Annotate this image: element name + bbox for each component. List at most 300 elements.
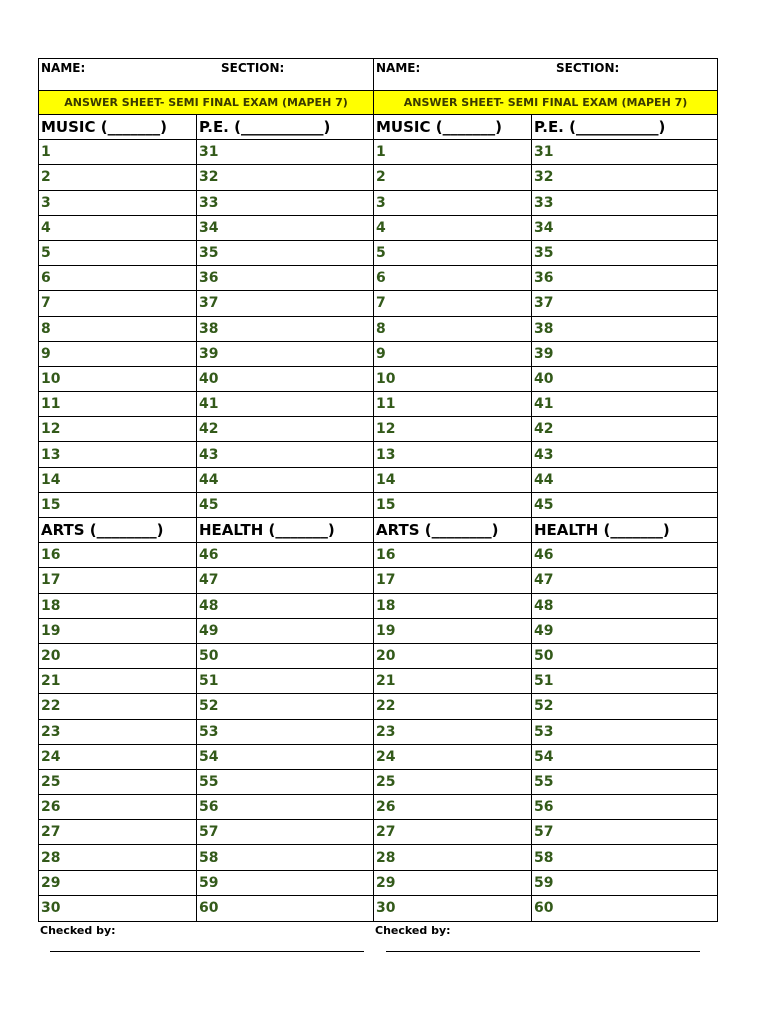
answer-row (39, 543, 373, 568)
answer-cell[interactable] (197, 367, 373, 391)
answer-cell[interactable] (197, 770, 373, 794)
answer-cell[interactable] (39, 694, 197, 718)
answer-cell[interactable] (197, 392, 373, 416)
item-number: 9 (41, 345, 51, 362)
item-number: 24 (376, 748, 396, 765)
student-info-row (39, 59, 373, 91)
answer-row (374, 795, 717, 820)
answer-cell[interactable] (532, 442, 717, 466)
answer-cell[interactable] (197, 820, 373, 844)
checked-by-label-left: Checked by: (40, 924, 116, 937)
answer-cell[interactable] (532, 140, 717, 164)
item-number: 38 (199, 320, 219, 337)
answer-cell[interactable] (39, 216, 197, 240)
item-number: 41 (199, 396, 219, 413)
answer-cell[interactable] (39, 342, 197, 366)
item-number: 8 (376, 320, 386, 337)
answer-cell[interactable] (374, 266, 532, 290)
item-number: 28 (41, 849, 61, 866)
item-number: 49 (534, 622, 554, 639)
answer-cell[interactable] (374, 392, 532, 416)
answer-cell[interactable] (39, 568, 197, 592)
answer-cell[interactable] (39, 594, 197, 618)
student-info-row (374, 59, 717, 91)
item-number: 12 (41, 421, 61, 438)
answer-cell[interactable] (197, 165, 373, 189)
answer-cell[interactable] (374, 291, 532, 315)
answer-cell[interactable] (532, 619, 717, 643)
item-number: 5 (376, 245, 386, 262)
answer-cell[interactable] (39, 191, 197, 215)
subject-label-music: MUSIC (_______) (41, 118, 167, 137)
answer-row (39, 367, 373, 392)
answer-cell[interactable] (532, 644, 717, 668)
item-number: 51 (534, 673, 554, 690)
answer-cell[interactable] (39, 266, 197, 290)
answer-cell[interactable] (532, 845, 717, 869)
answer-row (39, 795, 373, 820)
answer-cell[interactable] (197, 568, 373, 592)
item-number: 44 (534, 471, 554, 488)
item-number: 34 (534, 219, 554, 236)
answer-row (374, 342, 717, 367)
answer-row (374, 317, 717, 342)
item-number: 41 (534, 396, 554, 413)
item-number: 12 (376, 421, 396, 438)
answer-row (374, 165, 717, 190)
answer-row (39, 392, 373, 417)
item-number: 25 (41, 773, 61, 790)
item-number: 29 (376, 874, 396, 891)
item-number: 51 (199, 673, 219, 690)
answer-sheet (38, 58, 718, 922)
answer-cell[interactable] (532, 493, 717, 517)
answer-cell[interactable] (374, 367, 532, 391)
answer-row (374, 770, 717, 795)
answer-cell[interactable] (532, 191, 717, 215)
item-number: 11 (41, 396, 61, 413)
answer-row (39, 317, 373, 342)
answer-cell[interactable] (532, 417, 717, 441)
answer-cell[interactable] (197, 266, 373, 290)
answer-cell[interactable] (39, 644, 197, 668)
answer-cell[interactable] (374, 720, 532, 744)
answer-cell[interactable] (374, 216, 532, 240)
answer-cell[interactable] (532, 594, 717, 618)
answer-row (374, 367, 717, 392)
answer-cell[interactable] (532, 543, 717, 567)
answer-cell[interactable] (197, 241, 373, 265)
item-number: 36 (199, 270, 219, 287)
item-number: 13 (41, 446, 61, 463)
answer-cell[interactable] (374, 644, 532, 668)
answer-cell[interactable] (374, 342, 532, 366)
answer-cell[interactable] (532, 291, 717, 315)
item-number: 4 (41, 219, 51, 236)
answer-cell[interactable] (374, 417, 532, 441)
subject-label-music: MUSIC (_______) (376, 118, 502, 137)
answer-cell[interactable] (374, 543, 532, 567)
item-number: 55 (534, 773, 554, 790)
item-number: 1 (376, 144, 386, 161)
answer-cell[interactable] (39, 619, 197, 643)
sheet-title: ANSWER SHEET- SEMI FINAL EXAM (MAPEH 7) (374, 91, 717, 115)
answer-cell[interactable] (532, 266, 717, 290)
answer-cell[interactable] (197, 342, 373, 366)
answer-row (39, 342, 373, 367)
answer-row (374, 266, 717, 291)
item-number: 4 (376, 219, 386, 236)
answer-row (39, 820, 373, 845)
item-number: 46 (534, 547, 554, 564)
answer-cell[interactable] (197, 317, 373, 341)
item-number: 46 (199, 547, 219, 564)
section-label: SECTION: (556, 61, 620, 75)
item-number: 59 (534, 874, 554, 891)
answer-sheet-left (39, 59, 374, 921)
answer-cell[interactable] (532, 694, 717, 718)
item-number: 23 (376, 723, 396, 740)
answer-cell[interactable] (532, 342, 717, 366)
item-number: 54 (199, 748, 219, 765)
item-number: 36 (534, 270, 554, 287)
answer-cell[interactable] (197, 468, 373, 492)
answer-row (39, 644, 373, 669)
item-number: 10 (41, 370, 61, 387)
answer-row (39, 896, 373, 921)
answer-row (374, 442, 717, 467)
answer-cell[interactable] (39, 442, 197, 466)
item-number: 5 (41, 245, 51, 262)
answer-cell[interactable] (197, 745, 373, 769)
item-number: 9 (376, 345, 386, 362)
item-number: 31 (534, 144, 554, 161)
item-number: 50 (534, 648, 554, 665)
answer-cell[interactable] (374, 191, 532, 215)
answer-cell[interactable] (39, 795, 197, 819)
item-number: 50 (199, 648, 219, 665)
item-number: 22 (41, 698, 61, 715)
item-number: 57 (199, 824, 219, 841)
answer-sheet-right (374, 59, 717, 921)
answer-cell[interactable] (532, 165, 717, 189)
item-number: 11 (376, 396, 396, 413)
answer-cell[interactable] (374, 669, 532, 693)
answer-row (39, 720, 373, 745)
item-number: 16 (376, 547, 396, 564)
answer-row (39, 594, 373, 619)
item-number: 3 (41, 194, 51, 211)
item-number: 37 (199, 295, 219, 312)
item-number: 33 (534, 194, 554, 211)
answer-row (39, 568, 373, 593)
answer-row (374, 241, 717, 266)
checked-by-label-right: Checked by: (375, 924, 451, 937)
answer-cell[interactable] (374, 820, 532, 844)
item-number: 3 (376, 194, 386, 211)
answer-cell[interactable] (197, 720, 373, 744)
answer-row (374, 669, 717, 694)
item-number: 26 (41, 799, 61, 816)
answer-cell[interactable] (532, 720, 717, 744)
item-number: 53 (534, 723, 554, 740)
item-number: 20 (41, 648, 61, 665)
item-number: 6 (41, 270, 51, 287)
item-number: 24 (41, 748, 61, 765)
item-number: 60 (534, 900, 554, 917)
item-number: 21 (41, 673, 61, 690)
item-number: 48 (534, 597, 554, 614)
item-number: 23 (41, 723, 61, 740)
answer-cell[interactable] (374, 896, 532, 921)
answer-cell[interactable] (532, 770, 717, 794)
item-number: 56 (534, 799, 554, 816)
answer-cell[interactable] (39, 417, 197, 441)
answer-row (374, 140, 717, 165)
item-number: 10 (376, 370, 396, 387)
answer-cell[interactable] (197, 644, 373, 668)
answer-cell[interactable] (374, 241, 532, 265)
name-label: NAME: (41, 61, 86, 75)
answer-cell[interactable] (532, 795, 717, 819)
answer-row (374, 543, 717, 568)
answer-cell[interactable] (532, 896, 717, 921)
answer-cell[interactable] (197, 619, 373, 643)
answer-cell[interactable] (197, 669, 373, 693)
answer-cell[interactable] (374, 493, 532, 517)
item-number: 52 (199, 698, 219, 715)
item-number: 55 (199, 773, 219, 790)
answer-cell[interactable] (197, 795, 373, 819)
subject-header-row (39, 115, 373, 140)
answer-row (39, 442, 373, 467)
answer-cell[interactable] (374, 694, 532, 718)
answer-cell[interactable] (39, 770, 197, 794)
subject-label-pe: P.E. (___________) (534, 118, 666, 137)
answer-row (374, 392, 717, 417)
answer-row (39, 493, 373, 518)
item-number: 29 (41, 874, 61, 891)
answer-cell[interactable] (374, 594, 532, 618)
answer-cell[interactable] (374, 165, 532, 189)
item-number: 22 (376, 698, 396, 715)
answer-cell[interactable] (532, 367, 717, 391)
item-number: 15 (376, 496, 396, 513)
answer-cell[interactable] (532, 820, 717, 844)
answer-row (39, 745, 373, 770)
item-number: 39 (199, 345, 219, 362)
item-number: 19 (376, 622, 396, 639)
item-number: 38 (534, 320, 554, 337)
item-number: 2 (376, 169, 386, 186)
item-number: 18 (376, 597, 396, 614)
item-number: 43 (534, 446, 554, 463)
item-number: 21 (376, 673, 396, 690)
item-number: 35 (534, 245, 554, 262)
item-number: 2 (41, 169, 51, 186)
answer-row (374, 191, 717, 216)
subject-label-health: HEALTH (_______) (199, 521, 335, 540)
answer-cell[interactable] (39, 871, 197, 895)
item-number: 39 (534, 345, 554, 362)
answer-cell[interactable] (39, 669, 197, 693)
answer-cell[interactable] (39, 140, 197, 164)
item-number: 44 (199, 471, 219, 488)
answer-cell[interactable] (532, 317, 717, 341)
item-number: 30 (41, 900, 61, 917)
item-number: 43 (199, 446, 219, 463)
answer-cell[interactable] (39, 820, 197, 844)
item-number: 60 (199, 900, 219, 917)
answer-row (374, 845, 717, 870)
answer-row (39, 845, 373, 870)
answer-cell[interactable] (39, 745, 197, 769)
item-number: 27 (41, 824, 61, 841)
item-number: 1 (41, 144, 51, 161)
answer-row (374, 493, 717, 518)
item-number: 15 (41, 496, 61, 513)
answer-row (374, 468, 717, 493)
answer-row (374, 745, 717, 770)
subject-label-arts: ARTS (________) (376, 521, 499, 540)
item-number: 32 (199, 169, 219, 186)
item-number: 56 (199, 799, 219, 816)
item-number: 7 (376, 295, 386, 312)
answer-cell[interactable] (532, 669, 717, 693)
item-number: 52 (534, 698, 554, 715)
answer-row (374, 644, 717, 669)
answer-row (39, 191, 373, 216)
answer-cell[interactable] (374, 468, 532, 492)
answer-cell[interactable] (532, 392, 717, 416)
answer-cell[interactable] (197, 845, 373, 869)
answer-cell[interactable] (374, 442, 532, 466)
subject-header-row (39, 518, 373, 543)
answer-row (374, 594, 717, 619)
answer-cell[interactable] (39, 845, 197, 869)
item-number: 48 (199, 597, 219, 614)
item-number: 13 (376, 446, 396, 463)
answer-cell[interactable] (374, 745, 532, 769)
answer-cell[interactable] (197, 594, 373, 618)
answer-cell[interactable] (39, 291, 197, 315)
item-number: 17 (376, 572, 396, 589)
answer-row (39, 216, 373, 241)
subject-header-row (374, 518, 717, 543)
answer-cell[interactable] (39, 543, 197, 567)
answer-cell[interactable] (197, 191, 373, 215)
item-number: 45 (199, 496, 219, 513)
answer-cell[interactable] (374, 845, 532, 869)
answer-cell[interactable] (39, 493, 197, 517)
answer-cell[interactable] (39, 720, 197, 744)
answer-cell[interactable] (197, 871, 373, 895)
answer-row (374, 820, 717, 845)
item-number: 37 (534, 295, 554, 312)
answer-row (374, 720, 717, 745)
item-number: 59 (199, 874, 219, 891)
item-number: 26 (376, 799, 396, 816)
item-number: 47 (199, 572, 219, 589)
answer-row (39, 619, 373, 644)
answer-cell[interactable] (39, 165, 197, 189)
answer-cell[interactable] (374, 795, 532, 819)
answer-row (39, 165, 373, 190)
subject-header-row (374, 115, 717, 140)
answer-row (374, 619, 717, 644)
signature-line-left (50, 951, 364, 952)
answer-cell[interactable] (532, 568, 717, 592)
subject-label-pe: P.E. (___________) (199, 118, 331, 137)
item-number: 58 (199, 849, 219, 866)
answer-cell[interactable] (374, 140, 532, 164)
answer-cell[interactable] (197, 493, 373, 517)
answer-cell[interactable] (532, 468, 717, 492)
answer-cell[interactable] (532, 241, 717, 265)
answer-row (374, 291, 717, 316)
answer-cell[interactable] (39, 317, 197, 341)
name-label: NAME: (376, 61, 421, 75)
answer-cell[interactable] (197, 896, 373, 921)
answer-cell[interactable] (532, 745, 717, 769)
answer-cell[interactable] (197, 442, 373, 466)
item-number: 42 (199, 421, 219, 438)
answer-cell[interactable] (39, 367, 197, 391)
answer-cell[interactable] (39, 468, 197, 492)
answer-cell[interactable] (39, 241, 197, 265)
answer-row (39, 417, 373, 442)
answer-cell[interactable] (374, 317, 532, 341)
answer-cell[interactable] (197, 694, 373, 718)
answer-cell[interactable] (374, 619, 532, 643)
item-number: 30 (376, 900, 396, 917)
item-number: 7 (41, 295, 51, 312)
item-number: 40 (534, 370, 554, 387)
item-number: 18 (41, 597, 61, 614)
item-number: 47 (534, 572, 554, 589)
answer-cell[interactable] (532, 216, 717, 240)
answer-cell[interactable] (197, 543, 373, 567)
answer-cell[interactable] (532, 871, 717, 895)
answer-row (374, 568, 717, 593)
answer-cell[interactable] (197, 140, 373, 164)
item-number: 16 (41, 547, 61, 564)
subject-label-health: HEALTH (_______) (534, 521, 670, 540)
item-number: 40 (199, 370, 219, 387)
item-number: 6 (376, 270, 386, 287)
answer-row (39, 140, 373, 165)
answer-row (39, 468, 373, 493)
answer-cell[interactable] (197, 291, 373, 315)
answer-cell[interactable] (374, 568, 532, 592)
answer-row (39, 266, 373, 291)
item-number: 33 (199, 194, 219, 211)
answer-row (39, 669, 373, 694)
item-number: 57 (534, 824, 554, 841)
sheet-title: ANSWER SHEET- SEMI FINAL EXAM (MAPEH 7) (39, 91, 373, 115)
answer-cell[interactable] (197, 417, 373, 441)
answer-cell[interactable] (39, 392, 197, 416)
signature-line-right (386, 951, 700, 952)
item-number: 35 (199, 245, 219, 262)
answer-cell[interactable] (374, 871, 532, 895)
answer-cell[interactable] (197, 216, 373, 240)
answer-cell[interactable] (39, 896, 197, 921)
answer-row (39, 770, 373, 795)
answer-row (374, 871, 717, 896)
item-number: 14 (376, 471, 396, 488)
answer-cell[interactable] (374, 770, 532, 794)
